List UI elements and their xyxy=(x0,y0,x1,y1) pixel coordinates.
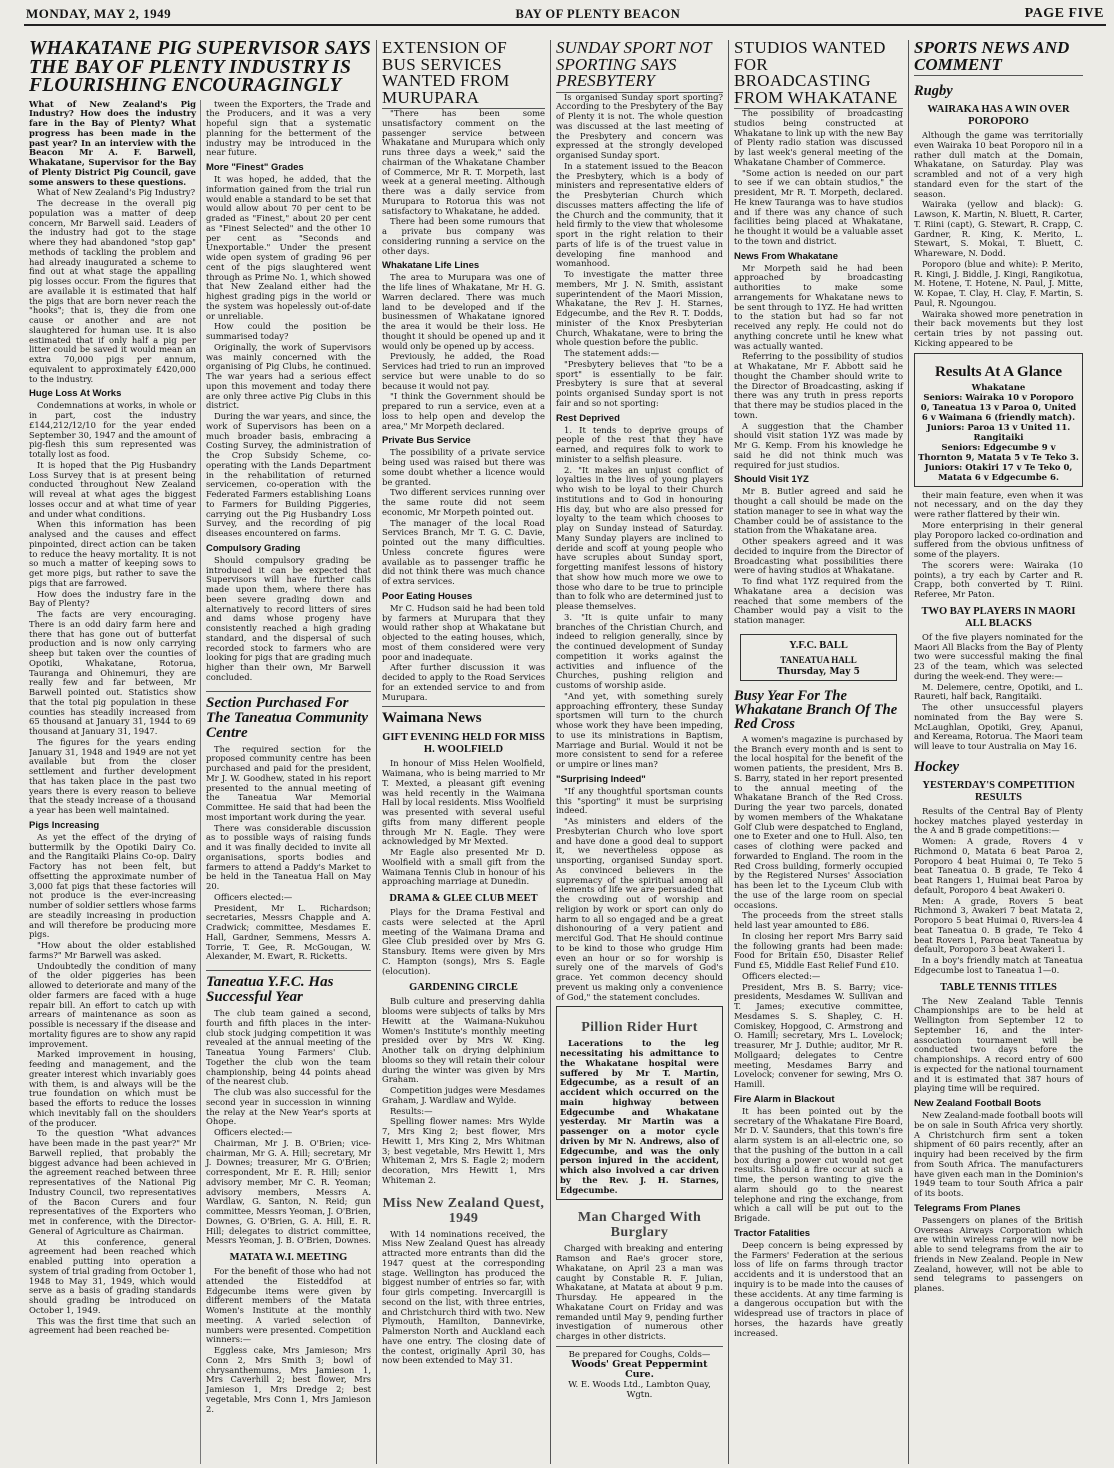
paragraph: When this information has been analysed and the causes and effect pinpointed, direct action can be taken to reduce the heavy mortality. It is not so much a matter of keeping sows to get more pigs, but rather to save the pigs that are farrowed. xyxy=(29,519,196,588)
paragraph: In a statement issued to the Beacon the Presbytery, which is a body of ministers and representative elders of the Presbyterian Church which discusses matters affecting the life of the Church and the community, that it held firmly to the view that wholesome sport in the right relation to their parts of life is of the truest value in developing fine manhood and womanhood. xyxy=(556,160,723,269)
paragraph: The figures for the years ending January 31, 1948 and 1949 are not yet available but from the closer settlement and further development that has taken place in the past two years there is every reason to believe that the steady increase of a thousand a year has been well maintained. xyxy=(29,736,196,815)
paragraph: Officers elected:— xyxy=(214,1127,293,1137)
surprising-body xyxy=(556,787,723,1003)
bus-body xyxy=(382,109,545,256)
competition-results-headline: YESTERDAY'S COMPETITION RESULTS xyxy=(922,779,1075,803)
paragraph: The area to Murupara was one of the life lines of Whakatane, Mr H. G. Warren declared. There was much land to be developed and if the businessmen of Whakatane ignored the area it would be their loss. He thought it should be opened up and it would only be opened up by access. xyxy=(382,272,545,351)
results-box xyxy=(914,353,1083,487)
pillion-headline: Pillion Rider Hurt xyxy=(581,1020,698,1036)
paragraph: Poroporo (blue and white): P. Merito, R. Kingi, J. Biddle, J. Kingi, Rangikotua, M. Hotene, T. Hotene, N. Paul, J. Mitte, W. Kopae, T. Clay, H. Clay, F. Martin, S. Paul, R. Ngoungou. xyxy=(914,258,1083,308)
paragraph: It is hoped that the Pig Husbandry Loss Survey that is at present being conducted throughout New Zealand will reveal at what ages the biggest losses occur and at what time of year and under what conditions. xyxy=(29,459,196,519)
paragraph: The manager of the local Road Services Branch, Mr T. G. C. Davie, pointed out the many difficulties. Unless concrete figures were available as to passenger traffic he did not think there was much chance of extra services. xyxy=(382,517,545,586)
football-boots-body xyxy=(914,1111,1083,1199)
pillion-box xyxy=(556,1006,723,1200)
paragraph: M. Delemere, centre, Opotiki, and L. Raureti, half back, Rangitaiki. xyxy=(914,681,1083,702)
subhead-life-lines: Whakatane Life Lines xyxy=(382,260,480,272)
section-purchased-body xyxy=(206,745,371,963)
rest-deprived-body xyxy=(556,426,723,770)
paragraph: Women: A grade, Rovers 4 v Richmond 0, Matata 6 beat Paroa 2, Poroporo 4 beat Huimai 0, Te Teko 5 beat Taneatua 0. B grade, Te Teko 4 beat Rangers 1, Huimai beat Paroa by default, Poroporo 4 beat Awakeri 0. xyxy=(914,836,1083,895)
studios-column xyxy=(728,40,908,1464)
paragraph: Of the five players nominated for the Maori All Blacks from the Bay of Plenty two were successful making the final 23 of the team, which was selected during the week-end. They were:— xyxy=(914,631,1083,681)
subhead-pigs-increasing: Pigs Increasing xyxy=(29,819,100,831)
paragraph: A suggestion that the Chamber should visit station 1YZ was made by Mr G. Kemp. From his knowledge he said he did not think much was required for just studios. xyxy=(734,420,903,470)
subhead-telegrams: Telegrams From Planes xyxy=(914,1202,1021,1214)
subhead-surprising: "Surprising Indeed" xyxy=(556,773,646,785)
paragraph: Deep concern is being expressed by the Farmers' Federation at the serious loss of life on farms through tractor accidents and it is understood that an inquiry is to be made into the causes of these accidents. At any time farming is a dangerous occupation but with the widespread use of tractors in place of horses, the hazards have greatly increased. xyxy=(734,1239,903,1338)
matata-wi-body xyxy=(206,1267,371,1414)
paragraph: "There has been some unsatisfactory comment on the passenger service between Whakatane and Murupara which only runs three days a week," said the chairman of the Whakatane Chamber of Commerce, Mr R. T. Morpeth, last week at a general meeting. Although there was a daily service from Murupara to Rotorua this was not satisfactory to Whakatane, he added. xyxy=(382,108,545,216)
paragraph: This was the first time that such an agreement had been reached be- xyxy=(29,1315,196,1336)
peppermint-ad xyxy=(556,1346,723,1400)
yfc-ball-ad xyxy=(740,634,897,681)
paragraph: Rangitaiki xyxy=(973,432,1024,443)
paragraph: Competition judges were Mesdames Graham, J. Wardlaw and Wylde. xyxy=(382,1085,545,1105)
paragraph: In closing her report Mrs Barry said the following grants had been made: Food for Britain £50, Disaster Relief Fund £5, Middle East Relief Fund £10. xyxy=(734,930,903,970)
drama-club-body xyxy=(382,908,545,976)
subhead-eating-houses: Poor Eating Houses xyxy=(382,590,473,602)
ad-line-1: Be prepared for Coughs, Colds— xyxy=(568,1349,711,1360)
subhead-compulsory-grading: Compulsory Grading xyxy=(206,542,301,554)
studios-body xyxy=(734,109,903,247)
hockey-headline: Hockey xyxy=(914,758,960,775)
wairaka-body xyxy=(914,131,1083,349)
paragraph: "Some action is needed on our part to see if we can obtain studios," the president, Mr R. T. Morpeth, declared. He knew Tauranga was to have studios and if there was any chance of such facilities being placed at Whakatane, he thought it would be a valuable asset to the town and district. xyxy=(734,167,903,246)
paragraph: Other speakers agreed and it was decided to inquire from the Director of Broadcasting what possibilities there were of having studios at Whakatane. xyxy=(734,536,903,576)
paragraph: A women's magazine is purchased by the Branch every month and is sent to the local hospital for the benefit of the women patients, the president, Mrs B. S. Barry, stated in her report presented to the annual meeting of the Whakatane Branch of the Red Cross. During the year two parcels, donated by women members of the Whakatane Golf Club were despatched to England, one to Exeter and one to Hull. Also, ten cases of clothing were packed and forwarded to England. The room in the Red Cross building, formerly occupied by the Registered Nurses' Association has been let to the Lyceum Club with the use of the large room on special occasions. xyxy=(734,733,903,910)
maori-all-blacks-headline: TWO BAY PLAYERS IN MAORI ALL BLACKS xyxy=(921,605,1076,629)
subhead-fire-alarm: Fire Alarm in Blackout xyxy=(734,1093,835,1105)
pig-industry-article xyxy=(24,40,376,1464)
paragraph: Officers elected:— xyxy=(742,970,821,981)
paragraph: President, Mrs B. S. Barry; vice-presidents, Mesdames W. Sullivan and T. James; executive committee, Mesdames S. S. Shapley, C. H. Comiskey, Hopgood, C. Armstrong and O. Hamill; secretary, Mrs L. Lovelock; treasurer, Mr J. Duthie; auditor, Mr R. Mollgaard; delegates to Centre meeting, Mesdames Barry and Lovelock; convener for sewing, Mrs O. Hamill. xyxy=(734,981,903,1089)
paragraph: Charged with breaking and entering Ramson and Rae's grocer store, Whakatane, on April 23 a man was caught by Constable R. F. Julian, Whakatane, at Matata at about 9 p.m. Thursday. He appeared in the Whakatane Court on Friday and was remanded until May 9, pending further investigation of numerous other charges in other districts. xyxy=(556,1243,723,1341)
paragraph: Chairman, Mr J. B. O'Brien; vice-chairman, Mr G. A. Hill; secretary, Mr J. Downes; treasurer, Mr G. O'Brien; correspondent, Mr E. R. Hill; senior advisory member, Mr C. R. Yeoman; advisory members, Messrs A. Wardlaw, G. Santon, N. Reid; gun committee, Messrs Yeoman, J. O'Brien, Downes, G. O'Brien, G. A. Hill, E. R. Hill; delegates to district committee, Messrs Yeoman, J. B. O'Brien, Downes. xyxy=(206,1137,371,1246)
gardening-circle-headline: GARDENING CIRCLE xyxy=(409,982,518,994)
miss-nz-quest-body xyxy=(382,1230,545,1367)
paragraph: Is organised Sunday sport sporting? According to the Presbytery of the Bay of Plenty it is not. The whole question was discussed at the last meeting of the Presbytery and concern was expressed at the strongly developed organised Sunday sport. xyxy=(556,91,723,160)
wairaka-cont xyxy=(914,491,1083,600)
paragraph: Men: A grade, Rovers 5 beat Richmond 3, Awakeri 7 beat Matata 2, Poroporo 5 beat Huimai 0, Rivers-lea 4 beat Taneatua 0. B grade, Te Teko 4 beat Rovers 1, Paroa beat Taneatua by default, Poroporo 3 beat Awakeri 1. xyxy=(914,895,1083,955)
taneatua-yfc-headline: Taneatua Y.F.C. Has Successful Year xyxy=(206,970,371,1005)
paragraph: Seniors: Wairaka 10 v Poroporo 0, Taneatua 13 v Paroa 0, United 6 v Waimana 6 (friendly match). xyxy=(920,392,1077,423)
paragraph: Eggless cake, Mrs Jamieson; Mrs Conn 2, Mrs Smith 3; bowl of chrysanthemums, Mrs Jamieson 1, Mrs Caverhill 2; best flower, Mrs Jamieson 1, Mrs Dredge 2; best vegetable, Mrs Conn 1, Mrs Jamieson 2. xyxy=(206,1345,371,1414)
bus-services-column xyxy=(376,40,550,1464)
ball-title: Y.F.C. BALL xyxy=(789,639,848,651)
pig-body-finest xyxy=(206,175,371,539)
paragraph: For the benefit of those who had not attended the Eisteddfod at Edgecumbe items were given by different members of the Matata Women's Institute at the monthly meeting. A varied selection of numbers were presented. Competition winners:— xyxy=(206,1266,371,1345)
pig-article-right xyxy=(200,100,371,1465)
paragraph: How could the position be summarised today? xyxy=(206,321,371,341)
pillion-body: Lacerations to the leg necessitating his admittance to the Whakatane hospital were suffered by Mr T. Martin, Edgecumbe, as a result of an accident which occurred on the main highway between Edgecumbe and Whakatane yesterday. Mr Martin was a passenger on a motor cycle driven by Mr N. Andrews, also of Edgecumbe, and was the only person injured in the accident, which also involved a car driven by the Rev. J. H. Starnes, Edgecumbe. xyxy=(560,1038,719,1195)
paragraph: Bulb culture and preserving dahlia blooms were subjects of talks by Mrs Hewitt at the Waimana-Nukuhou Women's Institute's monthly meeting presided over by Mrs W. King. Another talk on drying delphinium blooms so they will retain their colour during the winter was given by Mrs Graham. xyxy=(382,996,545,1085)
subhead-visit-1yz: Should Visit 1YZ xyxy=(734,474,809,486)
paper-title: BAY OF PLENTY BEACON xyxy=(515,7,681,21)
page-number: PAGE FIVE xyxy=(1024,6,1104,21)
waimana-news-headline: Waimana News xyxy=(382,706,545,726)
paragraph: The club team gained a second, fourth and fifth places in the inter-club stock judging competition it was revealed at the annual meeting of the Taneatua Young Farmers' Club. Together the club won the team championship, being 44 points ahead of the nearest club. xyxy=(206,1008,371,1087)
paragraph: Two different services running over the same route did not seem economic, Mr Morpeth pointed out. xyxy=(382,487,545,517)
paragraph: There had been some rumours that a private bus company was considering running a service on the other days. xyxy=(382,216,545,256)
paragraph: The facts are very encouraging. There is an odd dairy farm here and there that has gone out of butterfat production and is now only carrying sheep but taken over the counties of Opotiki, Whakatane, Rotorua, Tauranga and Ohinemuri, they are really few and far between, Mr Barwell pointed out. Statistics show that the total pig population in these counties has steadily increased from 65 thousand at January 31, 1944 to 69 thousand at January 31, 1947. xyxy=(29,609,196,736)
paragraph: "If any thoughtful sportsman counts this "sporting" it must be surprising indeed. xyxy=(556,785,723,816)
paragraph: "How about the older established farms?" Mr Barwell was asked. xyxy=(29,940,196,960)
paragraph: Results of the Central Bay of Plenty hockey matches played yesterday in the A and B grade competitions:— xyxy=(914,805,1083,836)
paragraph: Plays for the Drama Festival and casts were selected at the April meeting of the Waimana Drama and Glee Club presided over by Mrs G. Stansbury. Items were given by Mrs C. Hampton (songs), Mrs S. Eagle (elocution). xyxy=(382,907,545,976)
paragraph: Wairaka (yellow and black): G. Lawson, K. Martin, N. Bluett, R. Carter, T. Riini (capt), G. Stewart, R. Crapp, C. Gardner, R. King, K. Merito, L. Stewart, S. Mokai, T. Bluett, C. Whareware, N. Dodd. xyxy=(914,199,1083,258)
paragraph: To the question "What advances have been made in the past year?" Mr Barwell replied, that probably the biggest advance had been achieved in the agreement reached between three representatives of the National Pig Industry Council, two representatives of the Bacon Curers and four representatives of the Exporters who met in conference, with the Director-General of Agriculture as Chairman. xyxy=(29,1128,196,1236)
ball-date: Thursday, May 5 xyxy=(777,666,860,677)
paragraph: Juniors: Paroa 13 v United 11. xyxy=(926,422,1071,433)
sunday-sport-column xyxy=(550,40,728,1464)
paragraph: Passengers on planes of the British Overseas Airways Corporation which are within wireless range will now be able to send telegrams from the air to friends in New Zealand. People in New Zealand, however, will not be able to send telegrams to passengers on planes. xyxy=(914,1214,1083,1293)
eating-houses-body xyxy=(382,604,545,703)
paragraph: The other unsuccessful players nominated from the Bay were S. McLaughlan, Opotiki, Grey, Apanui, and Kereama, Rotorua. The Maori team will leave to tour Australia on May 16. xyxy=(914,702,1083,751)
paragraph: The New Zealand Table Tennis Championships are to be held at Wellington from September 12 to September 16, and the inter-association tournament will be conducted two days before the championships. A record entry of 600 is expected for the national tournament and it is estimated that 387 hours of playing time will be required. xyxy=(914,995,1083,1094)
gift-evening-body xyxy=(382,759,545,887)
tractor-body xyxy=(734,1241,903,1339)
paragraph: Whakatane xyxy=(971,382,1026,393)
taneatua-yfc-body xyxy=(206,1009,371,1246)
paragraph: During the war years, and since, the work of Supervisors has been on a much broader basis, embracing a Costing Survey, the administration of the Crop Subsidy Scheme, co-operating with the Lands Department in the rehabilitation of returned servicemen, co-operation with the Federated Farmers establishing Loans to Farmers for Building Piggeries, carrying out the Pig Husbandry Loss Survey, and the recording of pig diseases encountered on farms. xyxy=(206,411,371,538)
life-lines-body xyxy=(382,273,545,431)
drama-club-headline: DRAMA & GLEE CLUB MEET xyxy=(389,893,538,904)
bus-headline: EXTENSION OF BUS SERVICES WANTED FROM MURUPARA xyxy=(382,40,545,109)
results-headline: Results At A Glance xyxy=(934,363,1063,380)
studios-headline: STUDIOS WANTED FOR BROADCASTING FROM WHAKATANE xyxy=(734,40,903,109)
ad-line-3: W. E. Woods Ltd., Lambton Quay, Wgtn. xyxy=(568,1379,711,1400)
paragraph: The club was also successful for the second year in succession in winning the relay at the New Year's sports at Ohope. xyxy=(206,1087,371,1127)
maori-all-blacks-body xyxy=(914,633,1083,752)
results-body xyxy=(918,383,1079,483)
red-cross-headline: Busy Year For The Whakatane Branch Of The Red Cross xyxy=(734,687,898,732)
gift-evening-headline: GIFT EVENING HELD FOR MISS H. WOOLFIELD xyxy=(382,732,545,756)
ad-line-2: Woods' Great Peppermint Cure. xyxy=(571,1358,708,1380)
paragraph: The possibility of a private service being used was raised but there was some doubt whether a licence would be granted. xyxy=(382,447,545,487)
paragraph: It has been pointed out by the secretary of the Whakatane Fire Board, Mr D. V. Saunders, that this town's fire alarm system is an all-electric one, so that the pushing of the button in a call box during a power cut would not get results. Should a fire occur at such a time, the person wanting to give the alarm should go to the nearest telephone and ring the exchange, from which a call will be put out to the Brigade. xyxy=(734,1105,903,1223)
paragraph: To find what 1YZ required from the Whakatane area a decision was reached that some members of the Chamber would pay a visit to the station manager. xyxy=(734,576,903,625)
matata-wi-headline: MATATA W.I. MEETING xyxy=(229,1252,348,1263)
paragraph: Condemnations at works, in whole or in part, cost the industry £144,212/12/10 for the year ended September 30, 1947 and the amount of pig-flesh this sum represented was totally lost as food. xyxy=(29,400,196,459)
paragraph: Previously, he added, the Road Services had tried to run an improved service but were unable to do so because it would not pay. xyxy=(382,351,545,391)
paragraph: Mr Morpeth said he had been approached by broadcasting authorities to make some arrangements for Whakatane news to be sent through to 1YZ. He had written to the station but had so far not received any reply. He could not do anything concrete until he knew what was actually wanted. xyxy=(734,262,903,351)
paragraph: President, Mr L. Richardson; secretaries, Messrs Chapple and A. Cradwick; committee, Mesdames E. Hall, Gardner, Semmens, Messrs A. Torrie, T. Gee, R. McGougan, W. Alexander, M. Ewart, R. Ricketts. xyxy=(206,902,371,962)
paragraph: There was considerable discussion as to possible ways of raising funds and it was finally decided to invite all organisations, sports bodies and farmers to attend a Paddy's Market to be held in the Taneatua Hall on May 20. xyxy=(206,822,371,891)
paragraph: The decrease in the overall pig population was a matter of deep concern, Mr Barwell said. Leaders of the industry had got to the stage where they had abandoned "stop gap" methods of tackling the problem and had already inaugurated a scheme to find out at what stage the appalling pig losses occur. From the figures that are available it is estimated that half the pigs that are born never reach the "hooks"; that is, they die from one cause or another and are not slaughtered for human use. It is also estimated that if only half a pig per litter could be saved it would mean an extra 70,000 pigs per annum, equivalent to approximately £420,000 to the industry. xyxy=(29,198,196,384)
pig-headline: WHAKATANE PIG SUPERVISOR SAYS THE BAY OF PLENTY INDUSTRY IS FLOURISHING ENCOURAGINGLY xyxy=(29,40,371,96)
subhead-private-bus: Private Bus Service xyxy=(382,435,471,447)
paragraph: At this conference, general agreement had been reached which enabled putting into operation a system of trial grading from October 1, 1948 to May 31, 1949, which would serve as a basis of grading standards should grading be introduced on October 1, 1949. xyxy=(29,1236,196,1315)
sports-headline: SPORTS NEWS AND COMMENT xyxy=(914,40,1083,76)
paragraph: 2. "It makes an unjust conflict of loyalties in the lives of young players who wish to be loyal to their Church institutions and to God in honouring His day, but who are also pressed for loyalty to the team which chooses to play on Sunday instead of Saturday. Many Sunday players are inclined to deride and scoff at young people who have scruples about Sunday sport, forgetting manifest lessons of history that show how much more we owe to those who dare to be true to principle than to folk who are determined just to please themselves. xyxy=(556,464,723,611)
private-bus-body xyxy=(382,448,545,587)
paragraph: The statement adds:— xyxy=(564,348,660,358)
paragraph: "As ministers and elders of the Presbyterian Church who love sport and have done a good deal to support it, we nevertheless oppose as unsporting, organised Sunday sport. As convinced believers in the supremacy of the spiritual among all elements of life we are persuaded that the crowding out of worship and religion by work or sport can only do harm to all so engaged and be a great dishonouring of a very patient and merciful God. That He should continue to be kind to those who grudge Him even an hour or so for worship is surely one of the marvels of God's grace. Yet common decency should prevent us making only a convenience of God," the statement concludes. xyxy=(556,816,723,1002)
paragraph: their main feature, even when it was not necessary, and on the day they were rather flattered by their win. xyxy=(914,489,1083,519)
pig-body-b xyxy=(206,100,371,159)
paragraph: How does the industry fare in the Bay of Plenty? xyxy=(29,588,196,609)
subhead-news-from-whakatane: News From Whakatane xyxy=(734,250,838,262)
masthead xyxy=(24,6,1106,26)
paragraph: Officers elected:— xyxy=(214,891,293,902)
paragraph: 1. It tends to deprive groups of people of the rest that they have earned, and requires folk to work to minister to a selfish pleasure. xyxy=(556,424,723,464)
fire-alarm-body xyxy=(734,1107,903,1224)
paragraph: In honour of Miss Helen Woolfield, Waimana, who is being married to Mr T. Mexted, a pleasant gift evening was held recently in the Waimana Hall by local residents. Miss Woolfield was presented with several useful gifts from many different people through Mr N. Eagle. They were acknowledged by Mr Mexted. xyxy=(382,758,545,847)
paragraph: The scorers were: Wairaka (10 points), a try each by Carter and R. Crapp, both converted by T. Riini. Referee, Mr Paton. xyxy=(914,559,1083,599)
issue-date: MONDAY, MAY 2, 1949 xyxy=(26,6,172,21)
paragraph: "I think the Government should be prepared to run a service, even at a loss to help open and develop the area," Mr Morpeth declared. xyxy=(382,391,545,431)
miss-nz-quest-headline: Miss New Zealand Quest, 1949 xyxy=(382,1195,545,1226)
visit-1yz-body xyxy=(734,487,903,626)
telegrams-body xyxy=(914,1216,1083,1294)
paragraph: "Presbytery believes that "to be a sport" is essentially to be fair. Presbytery is sure that at several points organised Sunday sport is not fair and so not sporting: xyxy=(556,358,723,408)
sunday-sport-headline: SUNDAY SPORT NOT SPORTING SAYS PRESBYTERY xyxy=(556,40,723,93)
subhead-football-boots: New Zealand Football Boots xyxy=(914,1098,1042,1109)
paragraph: Mr B. Butler agreed and said he thought a call should be made on the station manager to see in what way the Chamber could be of assistance to the station from the Whakatane area. xyxy=(734,486,903,536)
subhead-finest-grades: More "Finest" Grades xyxy=(206,162,304,173)
sunday-sport-body xyxy=(556,93,723,409)
pig-body-grading xyxy=(206,556,371,683)
subhead-tractor: Tractor Fatalities xyxy=(734,1227,811,1239)
paragraph: More enterprising in their general play Poroporo lacked co-ordination and suffered from the obvious unfitness of some of the players. xyxy=(914,519,1083,559)
paragraph: Although the game was territorially even Wairaka 10 beat Poroporo nil in a rather dull match at the Domain, Whakatane, on Saturday. Play was scrambled and not of a very high standard even for the start of the season. xyxy=(914,130,1083,199)
paragraph: New Zealand-made football boots will be on sale in South Africa very shortly. A Christchurch firm sent a token shipment of 60 pairs recently, after an inquiry had been received by the firm from South Africa. The manufacturers have given each man in the Dominion's 1949 team to tour South Africa a pair of its boots. xyxy=(914,1110,1083,1198)
paragraph: "And yet, with something surely approaching effrontery, these Sunday sportsmen will turn to the church whose work they have been impeding, to use its ministrations in Baptism, Marriage and Burial. Would it not be more consistent to send for a referee or umpire or lines man? xyxy=(556,690,723,769)
paragraph: Referring to the possibility of studios at Whakatane, Mr F. Abbott said he thought the Chamber should write to the Director of Broadcasting, asking if there was any truth in press reports that there may be studios placed in the town. xyxy=(734,351,903,420)
red-cross-body xyxy=(734,735,903,1090)
competition-results-body xyxy=(914,807,1083,976)
paragraph: Should compulsory grading be introduced it can be expected that Supervisors will have further calls made upon them, where there has been severe grading down and alternatively to record litters of sires and dams whose progeny have consistently reached a high grading standard, and the dispersal of such recorded stock to farmers who are looking for pigs that are grading much higher than their own, Mr Barwell concluded. xyxy=(206,554,371,682)
paragraph: The proceeds from the street stalls held last year amounted to £86. xyxy=(734,910,903,930)
section-purchased-headline: Section Purchased For The Taneatua Community Centre xyxy=(206,691,371,741)
ball-venue: TANEATUA HALL xyxy=(780,654,857,665)
paragraph: Marked improvement in housing, feeding and management, and the greater interest which invariably goes with them, is and always will be the true foundation on which must be based the efforts to reduce the losses which inevitably fall on the shoulders of the producer. xyxy=(29,1049,196,1128)
paragraph: Spelling flower names: Mrs Wylde 7, Mrs King 2; best flower, Mrs Hewitt 1, Mrs King 2, Mrs Whitman 3; best vegetable, Mrs Hewitt 1, Mrs Whiteman 2, Mrs S. Eagle 2; modern decoration, Mrs Hewitt 1, Mrs Whiteman 2. xyxy=(382,1116,545,1185)
sports-column xyxy=(908,40,1088,1464)
paragraph: tween the Exporters, the Trade and the Producers, and it was a very hopeful sign that a systematic planning for the betterment of the industry may be introduced in the near future. xyxy=(206,99,371,158)
paragraph: Mr Eagle also presented Mr D. Woolfield with a small gift from the Waimana Tennis Club in honour of his approaching marriage at Dunedin. xyxy=(382,847,545,887)
paragraph: It was hoped, he added, that the information gained from the trial run would enable a standard to be set that would allow about 70 per cent to be graded as "Finest," about 20 per cent as "Finest Selected" and the other 10 per cent as "Seconds and Unexportable." Under the present wide open system of grading 96 per cent of the pigs slaughtered went through as Prime No. 1, which showed that New Zealand either had the highest grading pigs in the world or the system was hopelessly out-of-date or unreliable. xyxy=(206,174,371,321)
burglary-headline: Man Charged With Burglary xyxy=(577,1210,702,1241)
pig-article-left xyxy=(29,100,200,1465)
pig-body-losses xyxy=(29,401,196,816)
paragraph: Wairaka showed more penetration in their back movements but they lost certain tries by not passing out. Kicking appeared to be xyxy=(914,308,1083,348)
paragraph: After further discussion it was decided to apply to the Road Services for an extended service to and from Murupara. xyxy=(382,662,545,702)
news-from-whakatane-body xyxy=(734,264,903,471)
subhead-huge-loss: Huge Loss At Works xyxy=(29,388,122,400)
paragraph: What of New Zealand's Pig Industry? xyxy=(37,187,196,198)
paragraph: In a boy's friendly match at Taneatua Edgecumbe lost to Taneatua 1—0. xyxy=(914,955,1083,975)
paragraph: 3. "It is quite unfair to many branches of the Christian Church, and indeed to religion generally, since by the continued development of Sunday competition it works against the activities and influence of the Churches, pushing religion and customs of worship aside. xyxy=(556,611,723,690)
paragraph: The required section for the proposed community centre has been purchased and paid for the president, Mr J. W. Goodhew, stated in his report presented to the annual meeting of the Taneatua War Memorial Committee. He said that had been the most important work during the year. xyxy=(206,743,371,822)
paragraph: To investigate the matter three members, Mr J. N. Smith, assistant superintendent of the Maori Mission, Whakatane, the Rev J. H. Starnes, Edgecumbe, and the Rev R. T. Dodds, minister of the Knox Presbyterian Church, Whakatane, were to bring the whole question before the public. xyxy=(556,269,723,348)
burglary-body xyxy=(556,1244,723,1342)
paragraph: Results:— xyxy=(390,1105,433,1116)
rugby-headline: Rugby xyxy=(914,83,953,99)
pig-body-a xyxy=(29,188,196,384)
table-tennis-headline: TABLE TENNIS TITLES xyxy=(940,981,1057,993)
paragraph: The possibility of broadcasting studios being constructed at Whakatane to link up with the new Bay of Plenty radio station was discussed by last week's general meeting of the Whakatane Chamber of Commerce. xyxy=(734,108,903,167)
wairaka-headline: WAIRAKA HAS A WIN OVER POROPORO xyxy=(927,104,1070,127)
pig-intro: What of New Zealand's Pig Industry? How does the industry fare in the Bay of Plenty? What progress has been made in the past year? In an interview with the Beacon Mr A. F. Barwell, Whakatane, Supervisor for the Bay of Plenty District Pig Council, gave some answers to these questions. xyxy=(29,99,196,187)
gardening-circle-body xyxy=(382,997,545,1185)
paragraph: As yet the effect of the drying of buttermilk by the Opotiki Dairy Co. and the Rangitaiki Plains Co-op. Dairy Factory has not been felt, but offsetting the approximate number of 3,000 fat pigs that these factories will not produce is the ever-increasing number of soldier settlers whose farms are steadily increasing in production and will therefore be producing more pigs. xyxy=(29,831,196,940)
paragraph: Mr C. Hudson said he had been told by farmers at Murupara that they would rather shop at Whakatane but objected to the eating houses, which, most of them considered were very poor and inadequate. xyxy=(382,602,545,662)
paragraph: Seniors: Edgecumbe 9 v Thornton 9, Matata 5 v Te Teko 3. xyxy=(918,442,1079,463)
paragraph: Juniors: Otakiri 17 v Te Teko 0, Matata 6 v Edgecumbe 6. xyxy=(924,462,1073,483)
table-tennis-body xyxy=(914,997,1083,1095)
paragraph: Undoubtedly the condition of many of the older piggeries has been allowed to deteriorate and many of the older farmers are faced with a huge repair bill. An effort to catch up with arrears of maintenance as soon as possible is necessary if the disease and mortality figures are to show any rapid improvement. xyxy=(29,960,196,1049)
pig-body-increasing xyxy=(29,833,196,1336)
subhead-rest-deprived: Rest Deprived xyxy=(556,412,620,424)
paragraph: Originally, the work of Supervisors was mainly concerned with the organising of Pig Clubs, he continued. The war years had a serious effect upon this movement and today there are only three active Pig Clubs in this district. xyxy=(206,341,371,411)
paragraph: With 14 nominations received, the Miss New Zealand Quest has already attracted more entrants than did the 1947 quest at the corresponding stage. Wellington has produced the biggest number of entries so far, with four girls competing. Invercargill is second on the list, with three entries, and Christchurch third with two. New Plymouth, Hamilton, Dannevirke, Palmerston North and Auckland each have one entry. The closing date of the contest, originally April 30, has now been extended to May 31. xyxy=(382,1228,545,1366)
